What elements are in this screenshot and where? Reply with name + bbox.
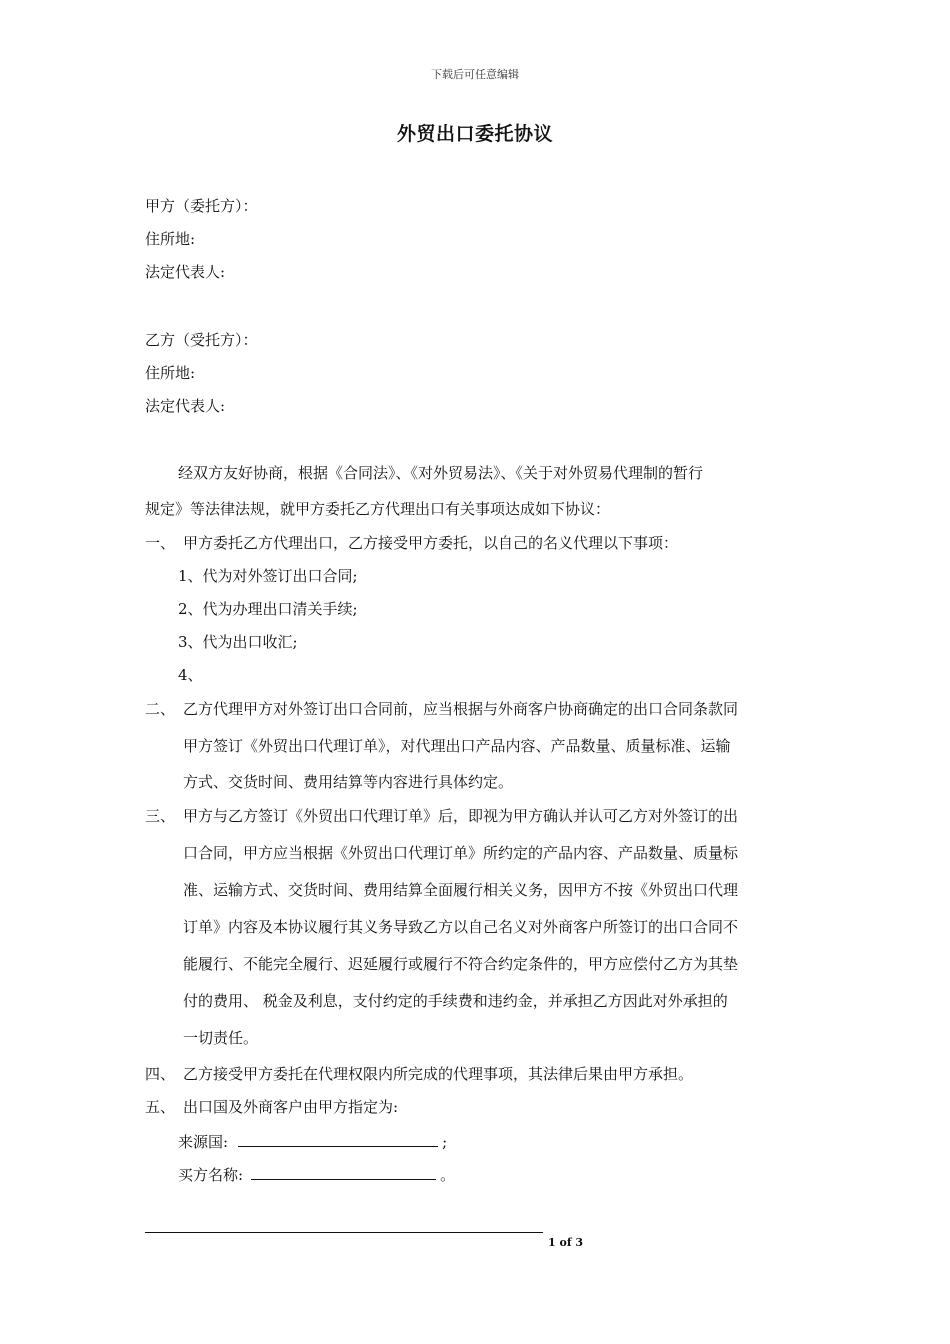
buyer-name-end: 。 [440,1166,456,1184]
party-a-representative: 法定代表人: [145,263,226,281]
clause-3-line: 准、运输方式、交货时间、费用结算全面履行相关义务，因甲方不按《外贸出口代理 [183,881,739,899]
buyer-name-label: 买方名称: [178,1166,244,1184]
clause-2-number: 二、 [145,700,176,718]
clause-2-line: 乙方代理甲方对外签订出口合同前，应当根据与外商客户协商确定的出口合同条款同 [183,700,739,718]
intro-line-1: 经双方友好协商，根据《合同法》、《对外贸易法》、《关于对外贸易代理制的暂行 [178,464,704,482]
clause-3-line: 一切责任。 [183,1029,259,1047]
clause-3-line: 能履行、不能完全履行、迟延履行或履行不符合约定条件的，甲方应偿付乙方为其垫 [183,955,739,973]
buyer-name-row [178,1164,455,1185]
footer-rule [145,1232,543,1233]
clause-3-line: 订单》内容及本协议履行其义务导致乙方以自己名义对外商客户所签订的出口合同不 [183,918,739,936]
clause-5-text: 出口国及外商客户由甲方指定为: [183,1098,399,1116]
clause-1-text: 甲方委托乙方代理出口，乙方接受甲方委托，以自己的名义代理以下事项： [183,534,679,552]
party-b-address: 住所地: [145,364,196,382]
party-a-address: 住所地: [145,230,196,248]
clause-2-line: 甲方签订《外贸出口代理订单》，对代理出口产品内容、产品数量、质量标准、运输 [183,737,731,755]
origin-country-label: 来源国: [178,1133,229,1151]
origin-country-field[interactable] [238,1131,438,1147]
origin-country-row [178,1131,447,1152]
clause-1-item: 3、代为出口收汇; [178,633,298,651]
origin-country-end: ; [442,1133,448,1151]
clause-3-line: 甲方与乙方签订《外贸出口代理订单》后，即视为甲方确认并认可乙方对外签订的出 [183,807,739,825]
clause-2-line: 方式、交货时间、费用结算等内容进行具体约定。 [183,773,514,791]
buyer-name-field[interactable] [251,1164,436,1180]
clause-4-number: 四、 [145,1065,176,1083]
clause-5-number: 五、 [145,1098,176,1116]
clause-1-item: 4、 [178,666,203,684]
clause-1-number: 一、 [145,534,176,552]
clause-3-number: 三、 [145,807,176,825]
page-number: 1 of 3 [548,1236,584,1249]
clause-4-text: 乙方接受甲方委托在代理权限内所完成的代理事项，其法律后果由甲方承担。 [183,1065,694,1083]
document-title: 外贸出口委托协议 [396,123,553,145]
clause-3-line: 付的费用、 税金及利息，支付约定的手续费和违约金，并承担乙方因此对外承担的 [183,992,728,1010]
party-b-label: 乙方（受托方）： [145,331,258,349]
header-note: 下载后可任意编辑 [431,68,519,81]
clause-1-item: 1、代为对外签订出口合同; [178,567,358,585]
party-b-representative: 法定代表人: [145,397,226,415]
clause-3-line: 口合同，甲方应当根据《外贸出口代理订单》所约定的产品内容、产品数量、质量标 [183,844,739,862]
intro-line-2: 规定》等法律法规，就甲方委托乙方代理出口有关事项达成如下协议： [145,500,611,518]
party-a-label: 甲方（委托方）： [145,197,258,215]
clause-1-item: 2、代为办理出口清关手续; [178,600,358,618]
